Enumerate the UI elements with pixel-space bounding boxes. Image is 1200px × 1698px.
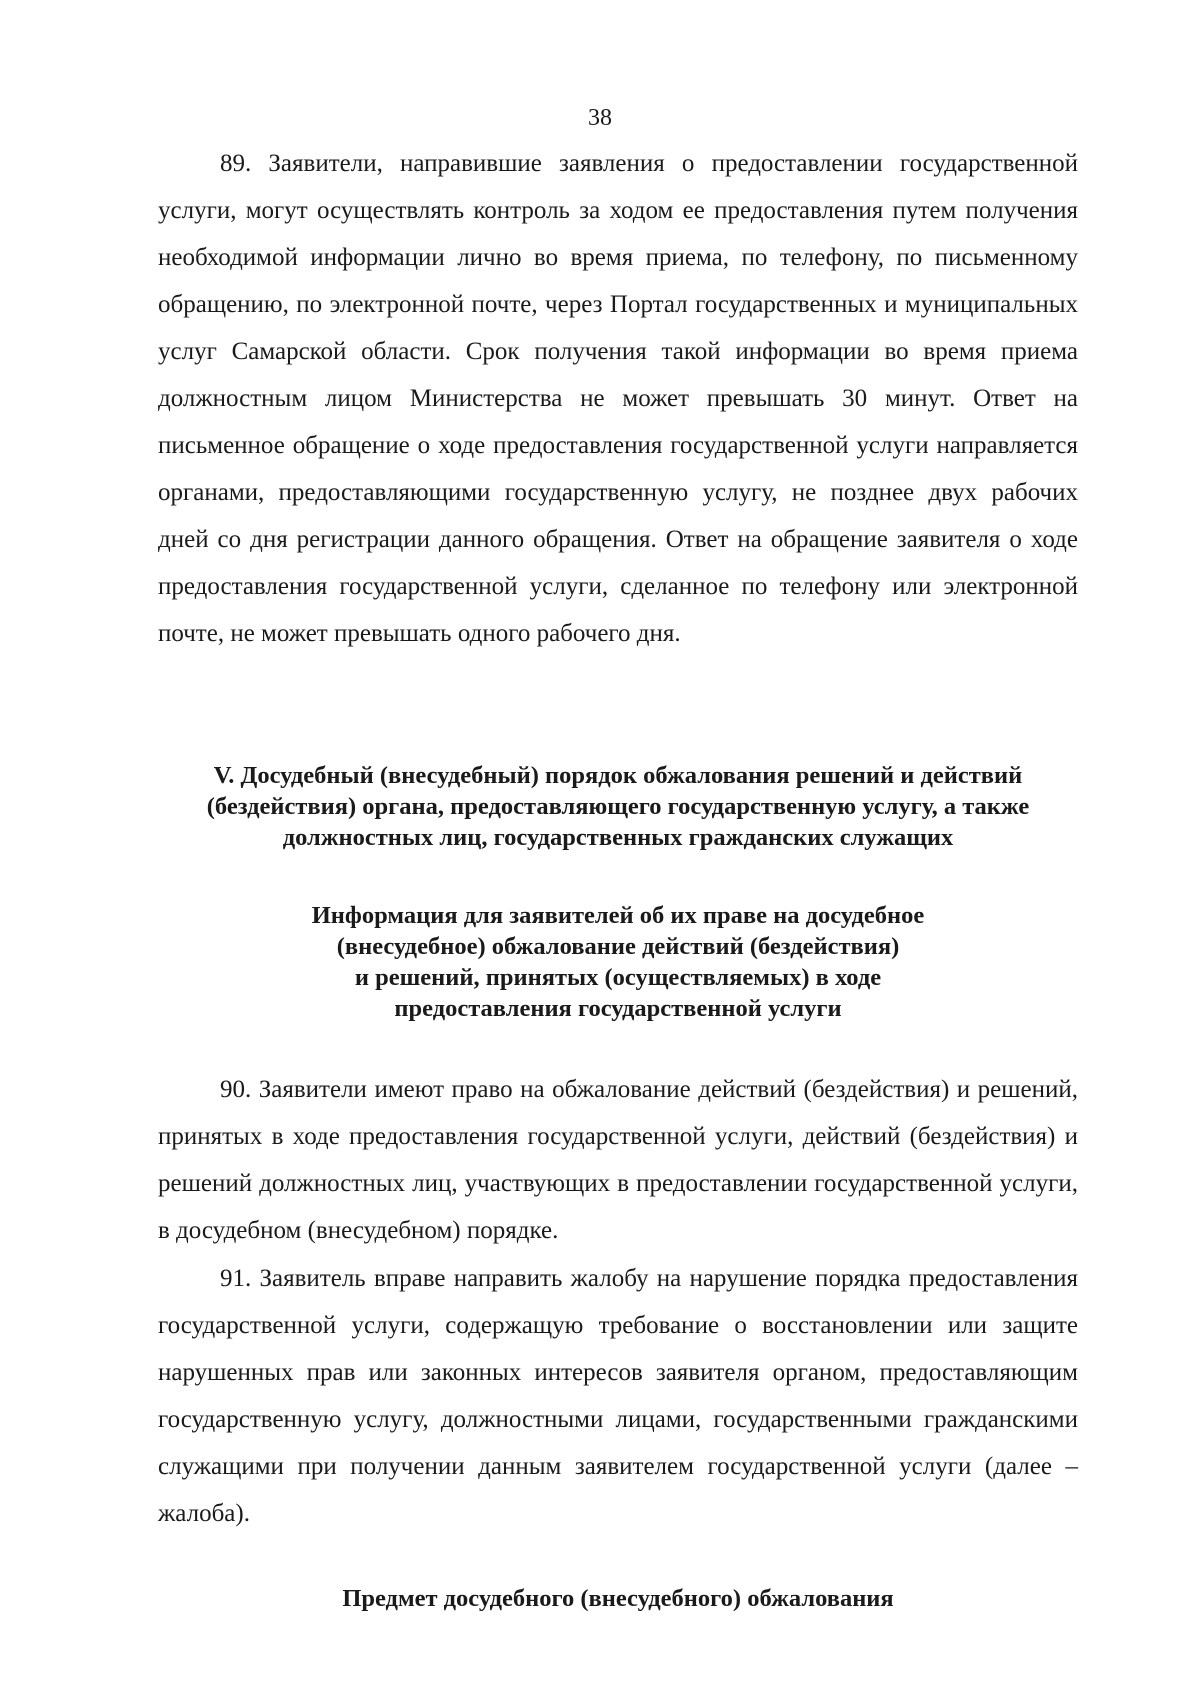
paragraph-91: 91. Заявитель вправе направить жалобу на нарушение порядка предоставления государственной услуги, содержащую требование о восстановлении или защите нарушенных прав или законных интересов заявителя органом, предоставляющим государственную услугу, должностными лицами, государственными гражданскими служащими при получении данным заявителем государственной услуги (далее – жалоба). bbox=[158, 1265, 1078, 1527]
section-v-heading-line: (бездействия) органа, предоставляющего государственную услугу, а также bbox=[206, 793, 1030, 820]
paragraph-89: 89. Заявители, направившие заявления о предоставлении государственной услуги, могут осуществлять контроль за ходом ее предоставления путем получения необходимой информации лично во время приема, по телефону, по письменному обращению, по электронной почте, через Портал государственных и муниципальных услуг Самарской области. Срок получения такой информации во время приема должностным лицом Министерства не может превышать 30 минут. Ответ на письменное обращение о ходе предоставления государственной услуги направляется органами, предоставляющими государственную услугу, не позднее двух рабочих дней со дня регистрации данного обращения. Ответ на обращение заявителя о ходе предоставления государственной услуги, сделанное по телефону или электронной почте, не может превышать одного рабочего дня. bbox=[158, 150, 1078, 647]
section-v-heading bbox=[158, 760, 1078, 853]
info-heading-line: предоставления государственной услуги bbox=[394, 995, 842, 1022]
subject-heading-line: Предмет досудебного (внесудебного) обжалования bbox=[342, 1585, 894, 1612]
page-number: 38 bbox=[588, 105, 612, 131]
info-heading bbox=[158, 900, 1078, 1024]
section-v-heading-line: должностных лиц, государственных гражданских служащих bbox=[282, 824, 954, 851]
info-heading-line: и решений, принятых (осуществляемых) в ходе bbox=[354, 964, 882, 991]
paragraph-90: 90. Заявители имеют право на обжалование действий (бездействия) и решений, принятых в ходе предоставления государственной услуги, действий (бездействия) и решений должностных лиц, участвующих в предоставлении государственной услуги, в досудебном (внесудебном) порядке. bbox=[158, 1076, 1078, 1244]
section-v-heading-line: V. Досудебный (внесудебный) порядок обжалования решений и действий bbox=[213, 762, 1023, 789]
info-heading-line: Информация для заявителей об их праве на досудебное bbox=[311, 902, 925, 929]
info-heading-line: (внесудебное) обжалование действий (бездействия) bbox=[336, 933, 900, 960]
subject-heading bbox=[158, 1583, 1078, 1614]
